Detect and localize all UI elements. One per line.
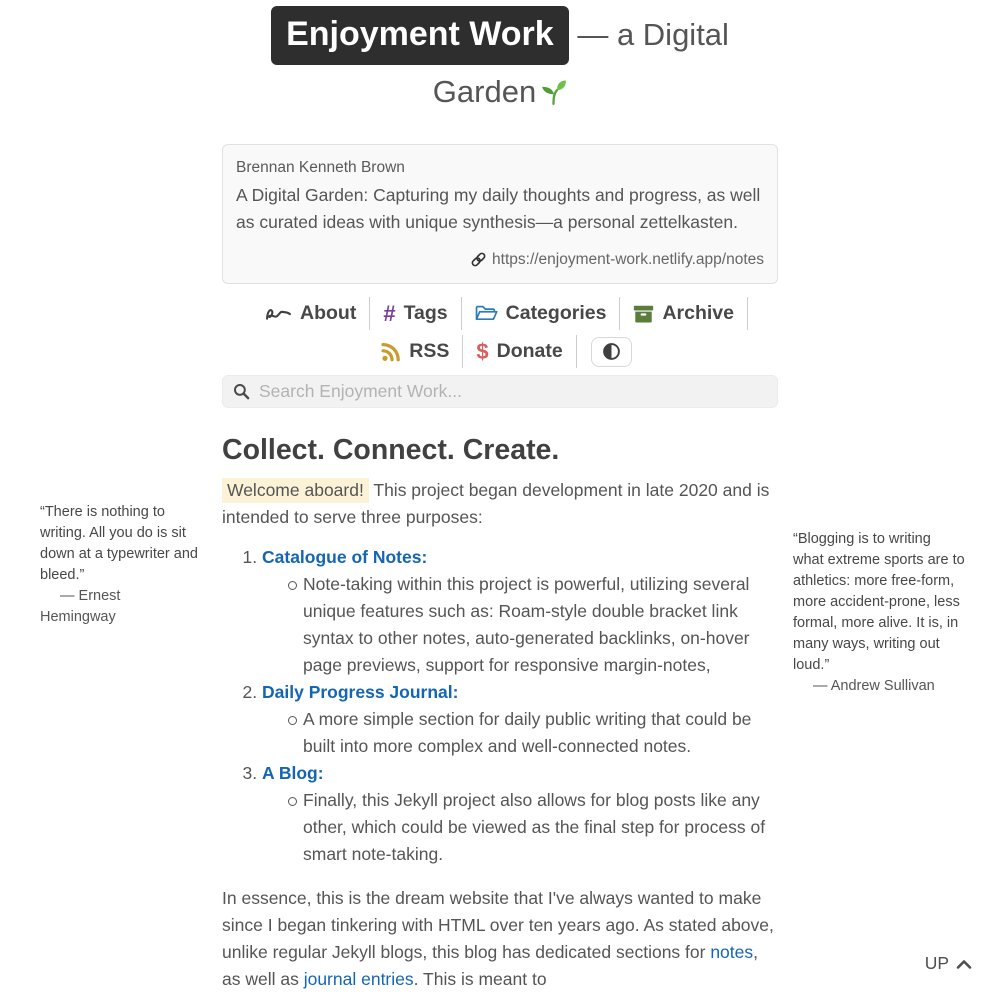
rss-icon — [381, 342, 401, 362]
list-item — [262, 679, 778, 760]
list-subitem: A more simple section for daily public writing that could be built into more complex and well-connected notes. — [303, 706, 778, 760]
site-title — [222, 6, 778, 122]
back-to-top-button[interactable] — [925, 953, 972, 974]
nav-donate[interactable] — [463, 337, 575, 367]
margin-note-sullivan — [793, 529, 965, 697]
quote-attribution: — Andrew Sullivan — [813, 678, 935, 694]
nav-tags-label: Tags — [403, 302, 448, 324]
chevron-up-icon — [956, 958, 972, 970]
quote-text: “There is nothing to writing. All you do is sit down at a typewriter and bleed.” — [40, 504, 198, 583]
a-blog-link[interactable]: A Blog: — [262, 763, 324, 783]
quote-text: “Blogging is to writing what extreme sports are to athletics: more free-form, more accident-prone, less formal, more alive. It is, in many ways, writing out loud.” — [793, 531, 965, 673]
nav-archive[interactable] — [620, 300, 747, 327]
profile-description: A Digital Garden: Capturing my daily thoughts and progress, as well as curated ideas with unique synthesis—a personal zettelkasten. — [236, 185, 761, 232]
intro-highlight: Welcome aboard! — [222, 478, 369, 503]
intro-rest: This project began development in late 2020 and is intended to serve three purposes: — [222, 480, 770, 527]
closing-text: In essence, this is the dream website that I've always wanted to make since I began tinkering with HTML over ten years ago. As stated above, unlike regular Jekyll blogs, this blog has dedicated sections for — [222, 888, 774, 962]
nav-archive-label: Archive — [662, 302, 734, 324]
quote-attribution: — Ernest Hemingway — [40, 588, 121, 625]
site-tagline: — a Digital Garden — [432, 17, 729, 109]
intro-paragraph — [222, 477, 778, 531]
notes-link[interactable]: notes — [710, 942, 754, 962]
list-item — [262, 544, 778, 679]
purpose-list — [222, 544, 778, 868]
profile-url-link[interactable]: https://enjoyment-work.netlify.app/notes — [492, 251, 764, 268]
closing-text: . This is meant to — [413, 969, 547, 989]
nav-categories-label: Categories — [505, 302, 607, 324]
main-column — [222, 0, 778, 1000]
circle-half-icon — [602, 342, 621, 361]
profile-author: Brennan Kenneth Brown — [236, 159, 405, 176]
margin-note-hemingway — [40, 502, 200, 628]
closing-text: , as well as — [222, 942, 759, 989]
list-item — [262, 760, 778, 868]
daily-progress-journal-link[interactable]: Daily Progress Journal: — [262, 682, 459, 702]
back-to-top-label: UP — [924, 953, 949, 973]
nav-categories[interactable] — [462, 300, 620, 327]
list-subitem: Finally, this Jekyll project also allows for blog posts like any other, which could be viewed as the final step for process of smart note-taking. — [303, 787, 778, 868]
seedling-icon — [540, 78, 567, 113]
nav-about-label: About — [300, 302, 357, 324]
search-input[interactable] — [259, 381, 767, 402]
dollar-icon: $ — [476, 338, 489, 364]
closing-paragraph — [222, 885, 778, 993]
primary-nav — [222, 297, 778, 330]
folder-open-icon — [475, 304, 498, 323]
search-icon — [233, 383, 250, 400]
list-subitem: Note-taking within this project is powerful, utilizing several unique features such as: Roam-style double bracket link syntax to other notes, auto-generated backlinks, on-hover page previews, support for responsive margin-notes, — [303, 571, 778, 679]
archive-icon — [633, 304, 654, 324]
nav-rss[interactable] — [368, 338, 462, 365]
secondary-nav — [222, 335, 778, 368]
nav-rss-label: RSS — [409, 340, 450, 362]
nav-tags[interactable] — [370, 299, 460, 329]
link-icon — [470, 251, 487, 268]
journal-entries-link[interactable]: journal entries — [303, 969, 414, 989]
profile-url-row — [236, 249, 764, 271]
nav-donate-label: Donate — [496, 340, 563, 362]
search-bar — [222, 375, 778, 408]
nav-about[interactable] — [252, 300, 369, 327]
catalogue-of-notes-link[interactable]: Catalogue of Notes: — [262, 547, 428, 567]
site-title-box: Enjoyment Work — [271, 6, 569, 65]
profile-card — [222, 144, 778, 284]
nav-divider — [576, 335, 577, 368]
hashtag-icon: # — [383, 300, 396, 326]
nav-divider — [747, 297, 748, 330]
signature-icon — [265, 305, 292, 322]
page-heading: Collect. Connect. Create. — [222, 434, 560, 466]
dark-mode-toggle[interactable] — [591, 337, 632, 367]
